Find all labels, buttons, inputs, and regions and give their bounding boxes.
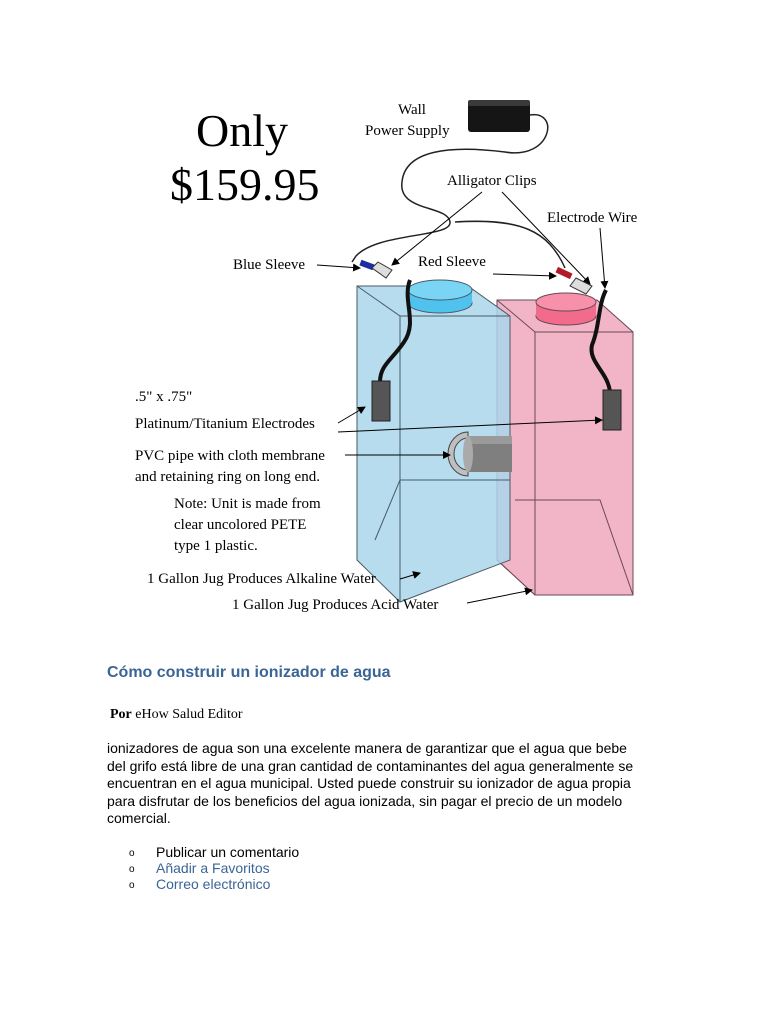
price-only-text: Only [196, 105, 288, 156]
article-intro: ionizadores de agua son una excelente manera de garantizar que el agua que bebe del grifo está libre de una gran cantidad de contaminantes del agua generalmente se encuentran en el agua municipal. Usted puede construir su ionizador de agua propia para disfrutar de los beneficios del agua ionizada, sin pagar el precio de un modelo comercial. [107, 740, 634, 826]
label-note-line1: Note: Unit is made from [174, 496, 321, 512]
byline-author: eHow Salud Editor [135, 707, 243, 722]
byline [110, 707, 243, 723]
label-alkaline: 1 Gallon Jug Produces Alkaline Water [147, 571, 376, 587]
electrode-plate-red [603, 390, 621, 430]
acid-water-jug [497, 293, 633, 595]
label-blue-sleeve: Blue Sleeve [233, 257, 306, 273]
article-title: Cómo construir un ionizador de agua [107, 664, 391, 681]
label-pvc-line1: PVC pipe with cloth membrane [135, 448, 325, 464]
label-note-line3: type 1 plastic. [174, 538, 258, 554]
label-alligator-clips: Alligator Clips [447, 173, 537, 189]
byline-label: Por [110, 707, 132, 722]
action-email-link[interactable]: Correo electrónico [156, 876, 271, 892]
action-favorites[interactable] [107, 860, 299, 876]
electrode-plate-blue [372, 381, 390, 421]
label-acid: 1 Gallon Jug Produces Acid Water [232, 597, 439, 613]
label-power-supply: Power Supply [365, 123, 450, 139]
alligator-clip-red-icon [570, 278, 592, 294]
label-electrodes: Platinum/Titanium Electrodes [135, 416, 315, 432]
red-sleeve-icon [555, 267, 572, 279]
action-list [107, 844, 299, 892]
alligator-clip-blue-icon [372, 262, 392, 278]
action-email[interactable] [107, 876, 299, 892]
action-comment[interactable] [107, 844, 299, 860]
label-electrode-wire: Electrode Wire [547, 210, 638, 226]
label-red-sleeve: Red Sleeve [418, 254, 486, 270]
bullet-icon: o [129, 848, 135, 859]
action-comment-label[interactable]: Publicar un comentario [156, 844, 300, 860]
label-note-line2: clear uncolored PETE [174, 517, 307, 533]
bullet-icon: o [129, 864, 135, 875]
action-favorites-link[interactable]: Añadir a Favoritos [156, 860, 270, 876]
label-wall: Wall [398, 102, 426, 118]
bullet-icon: o [129, 880, 135, 891]
price-amount-text: $159.95 [170, 159, 320, 210]
label-pvc-line2: and retaining ring on long end. [135, 469, 320, 485]
wall-power-supply-icon [468, 100, 530, 132]
label-electrode-size: .5" x .75" [135, 389, 193, 405]
